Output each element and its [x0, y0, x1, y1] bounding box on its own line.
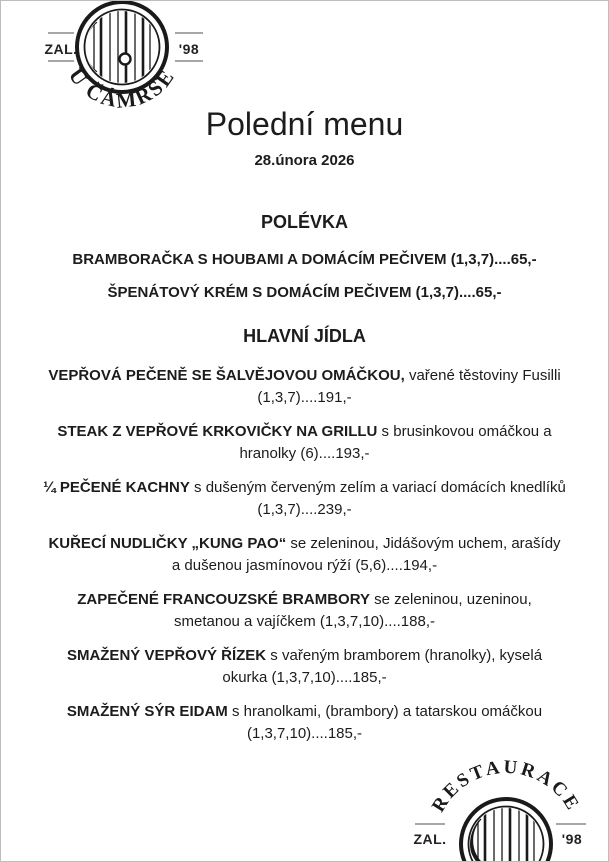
item-name: BRAMBORAČKA S HOUBAMI A DOMÁCÍM PEČIVEM (1,3,7)....65,- — [72, 251, 537, 268]
menu-item — [43, 421, 567, 465]
menu-item — [43, 701, 567, 745]
restaurant-name-arc: U ČÁMRSE — [63, 63, 180, 113]
menu-date: 28.února 2026 — [254, 152, 355, 169]
item-description: se zeleninou, uzeninou, smetanou a vajíčkem (1,3,7,10)....188,- — [174, 591, 532, 630]
established-label: ZAL. — [413, 831, 447, 847]
menu-item — [43, 365, 567, 409]
item-description: s hranolkami, (brambory) a tatarskou omáčkou (1,3,7,10)....185,- — [227, 703, 543, 742]
item-description: s dušeným červeným zelím a variací domácích knedlíků (1,3,7)....239,- — [189, 479, 566, 518]
menu-item — [43, 645, 567, 689]
menu-item — [43, 589, 567, 633]
item-description: s brusinkovou omáčkou a hranolky (6)....193,- — [239, 423, 552, 462]
item-name: ZAPEČENÉ FRANCOUZSKÉ BRAMBORY — [77, 591, 370, 608]
item-name: ¼ PEČENÉ KACHNY — [43, 479, 190, 496]
menu-body — [43, 211, 567, 745]
year-label: '98 — [561, 831, 583, 847]
item-name: SMAŽENÝ VEPŘOVÝ ŘÍZEK — [66, 647, 267, 664]
item-name: VEPŘOVÁ PEČENĚ SE ŠALVĚJOVOU OMÁČKOU, — [48, 367, 405, 384]
item-description: s vařeným bramborem (hranolky), kyselá okurka (1,3,7,10)....185,- — [222, 647, 543, 686]
menu-item — [43, 283, 567, 302]
menu-item — [43, 250, 567, 269]
item-name: ŠPENÁTOVÝ KRÉM S DOMÁCÍM PEČIVEM (1,3,7)....65,- — [107, 284, 502, 301]
established-label: ZAL. — [44, 41, 78, 57]
menu-item — [43, 477, 567, 521]
item-name: STEAK Z VEPŘOVÉ KRKOVIČKY NA GRILLU — [57, 423, 378, 440]
page-title: Polední menu — [205, 106, 404, 142]
section-heading-soups: POLÉVKA — [260, 212, 348, 232]
item-description: se zeleninou, Jidášovým uchem, arašídy a dušenou jasmínovou rýží (5,6)....194,- — [171, 535, 561, 574]
restaurant-type-arc: RESTAURACE — [427, 756, 585, 816]
section-heading-mains: HLAVNÍ JÍDLA — [243, 326, 366, 346]
restaurant-logo-bottom — [406, 753, 606, 862]
item-name: SMAŽENÝ SÝR EIDAM — [66, 703, 228, 720]
menu-item — [43, 533, 567, 577]
year-label: '98 — [178, 41, 200, 57]
item-name: KUŘECÍ NUDLIČKY „KUNG PAO“ — [48, 535, 287, 552]
barrel-icon — [461, 799, 551, 862]
item-description: vařené těstoviny Fusilli (1,3,7)....191,- — [257, 367, 561, 406]
restaurant-logo-top — [26, 1, 226, 133]
